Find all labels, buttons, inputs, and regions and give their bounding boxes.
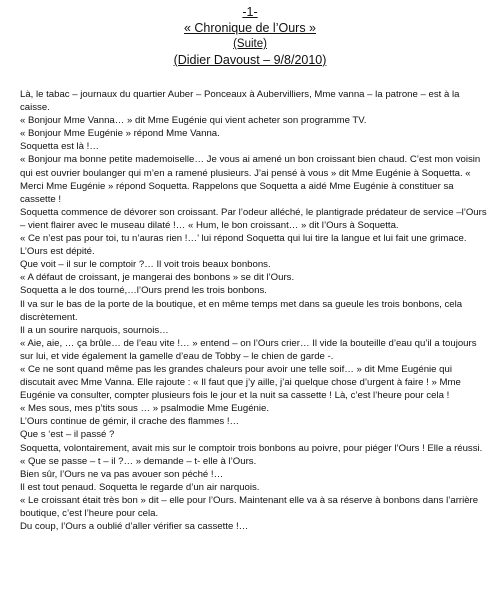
paragraph: Du coup, l’Ours a oublié d’aller vérifier sa cassette !… [20,521,249,533]
paragraph: Soquetta, volontairement, avait mis sur le comptoir trois bonbons au poivre, pour piéger l’Ours ! Elle a réussi. « Que se passe – t – il ?… » demande – t- elle à l’Ours. [20,442,483,467]
document-header [0,4,500,68]
page-title: « Chronique de l’Ours » [183,21,317,35]
paragraph: Soquetta a le dos tourné,…l’Ours prend les trois bonbons. [20,285,267,297]
paragraph: « Aie, aie, … ça brûle… de l’eau vite !… » entend – on l’Ours crier… Il vide la bouteille d’eau qu’il a toujours sur lui, et vide également la gamelle d’eau de Tobby – le chien de garde -. [20,337,477,362]
paragraph: Que voit – il sur le comptoir ?… Il voit trois beaux bonbons. [20,259,271,271]
paragraph: Soquetta commence de dévorer son croissant. Par l’odeur alléché, le plantigrade prédateur de service –l’Ours – vient flairer avec le museau dilaté !… « Hum, le bon croissant… » dit l’Ours à Soquetta. [20,206,487,231]
paragraph: « Le croissant était très bon » dit – elle pour l’Ours. Maintenant elle va à sa réserve à bonbons dans l’arrière boutique, c’est l’heure pour cela. [20,494,479,519]
page-subtitle: (Suite) [233,38,267,50]
paragraph: L’Ours est dépité. [20,246,95,258]
paragraph: Il a un sourire narquois, sournois… [20,324,169,336]
paragraph: « A défaut de croissant, je mangerai des bonbons » se dit l’Ours. [20,272,295,284]
paragraph: Soquetta est là !… [20,141,99,153]
paragraph: Bien sûr, l’Ours ne va pas avouer son péché !… [20,468,224,480]
paragraph: « Ce n’est pas pour toi, tu n’auras rien !…’ lui répond Soquetta qui lui tire la langue et lui fait une grimace. [20,233,467,245]
paragraph: « Bonjour ma bonne petite mademoiselle… Je vous ai amené un bon croissant bien chaud. C’est mon voisin qui est ouvrier boulanger qui m’en a ramené plusieurs. J’ai pensé à vous » dit Mme Eugénie à Soquetta. « Merci Mme Eugénie » répond Soquetta. Rappelons que Soquetta a aidé Mme Eugénie à constituer sa cassette ! [20,154,481,205]
byline: (Didier Davoust – 9/8/2010) [173,53,327,67]
paragraph: Que s ‘est – il passé ? [20,429,115,441]
paragraph: « Mes sous, mes p’tits sous … » psalmodie Mme Eugénie. [20,403,270,415]
document-body [20,88,488,533]
paragraph: « Bonjour Mme Vanna… » dit Mme Eugénie qui vient acheter son programme TV. [20,115,367,127]
paragraph: « Ce ne sont quand même pas les grandes chaleurs pour avoir une telle soif… » dit Mme Eugénie qui discutait avec Mme Vanna. Elle rajoute : « Il faut que j’y aille, j’ai quelque chose d’urgent à faire ! » Mme Eugénie va consulter, compter plusieurs fois le jour et la nuit sa cassette ! Là, c’est l’heure pour cela ! [20,363,461,402]
page-number: -1- [242,5,258,19]
paragraph: Là, le tabac – journaux du quartier Auber – Ponceaux à Aubervilliers, Mme vanna – la patrone – est à la caisse. [20,89,460,114]
paragraph: « Bonjour Mme Eugénie » répond Mme Vanna. [20,128,220,140]
paragraph: L’Ours continue de gémir, il crache des flammes !… [20,416,240,428]
paragraph: Il est tout penaud. Soquetta le regarde d’un air narquois. [20,481,260,493]
paragraph: Il va sur le bas de la porte de la boutique, et en même temps met dans sa gueule les trois bonbons, cela discrètement. [20,298,463,323]
